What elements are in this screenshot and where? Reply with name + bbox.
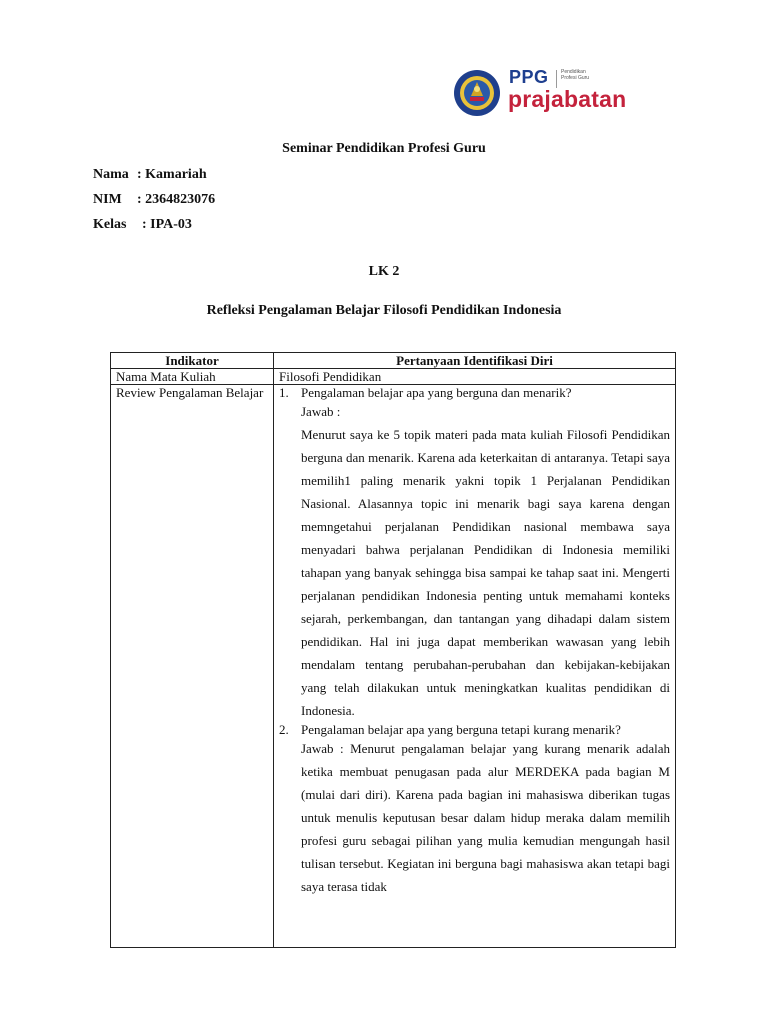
question-1 [279, 385, 670, 400]
answer-label: Jawab : [301, 404, 341, 419]
identity-nim-row [93, 192, 215, 208]
university-seal-icon [452, 69, 502, 117]
document-code: LK 2 [368, 264, 400, 279]
question-text: Pengalaman belajar apa yang berguna tetapi kurang menarik? [301, 722, 621, 737]
identity-label: NIM [93, 192, 122, 207]
row-label: Nama Mata Kuliah [111, 369, 274, 385]
table-row [111, 369, 676, 385]
logo-tagline: Pendidikan Profesi Guru [561, 69, 590, 81]
table-row [111, 385, 676, 948]
document-title: Seminar Pendidikan Profesi Guru [282, 141, 486, 156]
answer-text: Jawab : Menurut pengalaman belajar yang kurang menarik adalah ketika membuat penugasan pada alur MERDEKA pada bagian M (mulai dari diri). Karena pada bagian ini mahasiswa diberikan tugas untuk menulis keputusan besar dalam hidup meraka dalam memilih profesi guru sebagai pilihan yang mulia kemudian mengungah hasil tulisan tersebut. Kegiatan ini berguna bagi mahasiswa akan tetapi bagi saya terasa tidak [301, 741, 670, 894]
row-answers [274, 385, 676, 948]
identity-label: Kelas [93, 217, 127, 232]
identity-value: : IPA-03 [142, 217, 192, 232]
logo-brand-bottom: prajabatan [508, 86, 627, 112]
identity-value: : Kamariah [137, 167, 207, 182]
answer-text: Menurut saya ke 5 topik materi pada mata kuliah Filosofi Pendidikan berguna dan menarik. Karena ada keterkaitan di antaranya. Tetapi saya memilih1 paling menarik yakni topik 1 Perjalanan Pendidikan Nasional. Alasannya topic ini menarik bagi saya karena dengan memngetahui perjalanan Pendidikan nasional membawa saya menyadari bahwa perjalanan Pendidikan di Indonesia memiliki tahapan yang banyak sehingga bisa sampai ke tahap saat ini. Mengerti perjalanan pendidikan Indonesia penting untuk memahami konteks sejarah, perkembangan, dan tantangan yang dihadapi dalam sistem pendidikan. Hal ini juga dapat memberikan wawasan yang lebih mendalam tentang perubahan-perubahan dan kebijakan-kebijakan yang telah dilakukan untuk meningkatkan kualitas pendidikan di Indonesia. [301, 427, 670, 718]
question-text: Pengalaman belajar apa yang berguna dan menarik? [301, 385, 572, 400]
identity-label: Nama [93, 167, 129, 182]
question-2 [279, 722, 670, 737]
identity-name-row [93, 167, 207, 183]
identity-value: : 2364823076 [137, 192, 216, 207]
reflection-table [110, 352, 676, 948]
table-header-row [111, 353, 676, 369]
question-number: 1. [279, 385, 289, 400]
identity-class-row [93, 217, 192, 233]
row-label: Review Pengalaman Belajar [111, 385, 274, 948]
question-number: 2. [279, 722, 289, 737]
row-value: Filosofi Pendidikan [274, 369, 676, 385]
document-subtitle: Refleksi Pengalaman Belajar Filosofi Pendidikan Indonesia [206, 303, 562, 318]
ppg-logo [452, 67, 634, 119]
header-pertanyaan: Pertanyaan Identifikasi Diri [274, 353, 676, 369]
logo-brand-top: PPG [509, 67, 549, 87]
header-indikator: Indikator [111, 353, 274, 369]
